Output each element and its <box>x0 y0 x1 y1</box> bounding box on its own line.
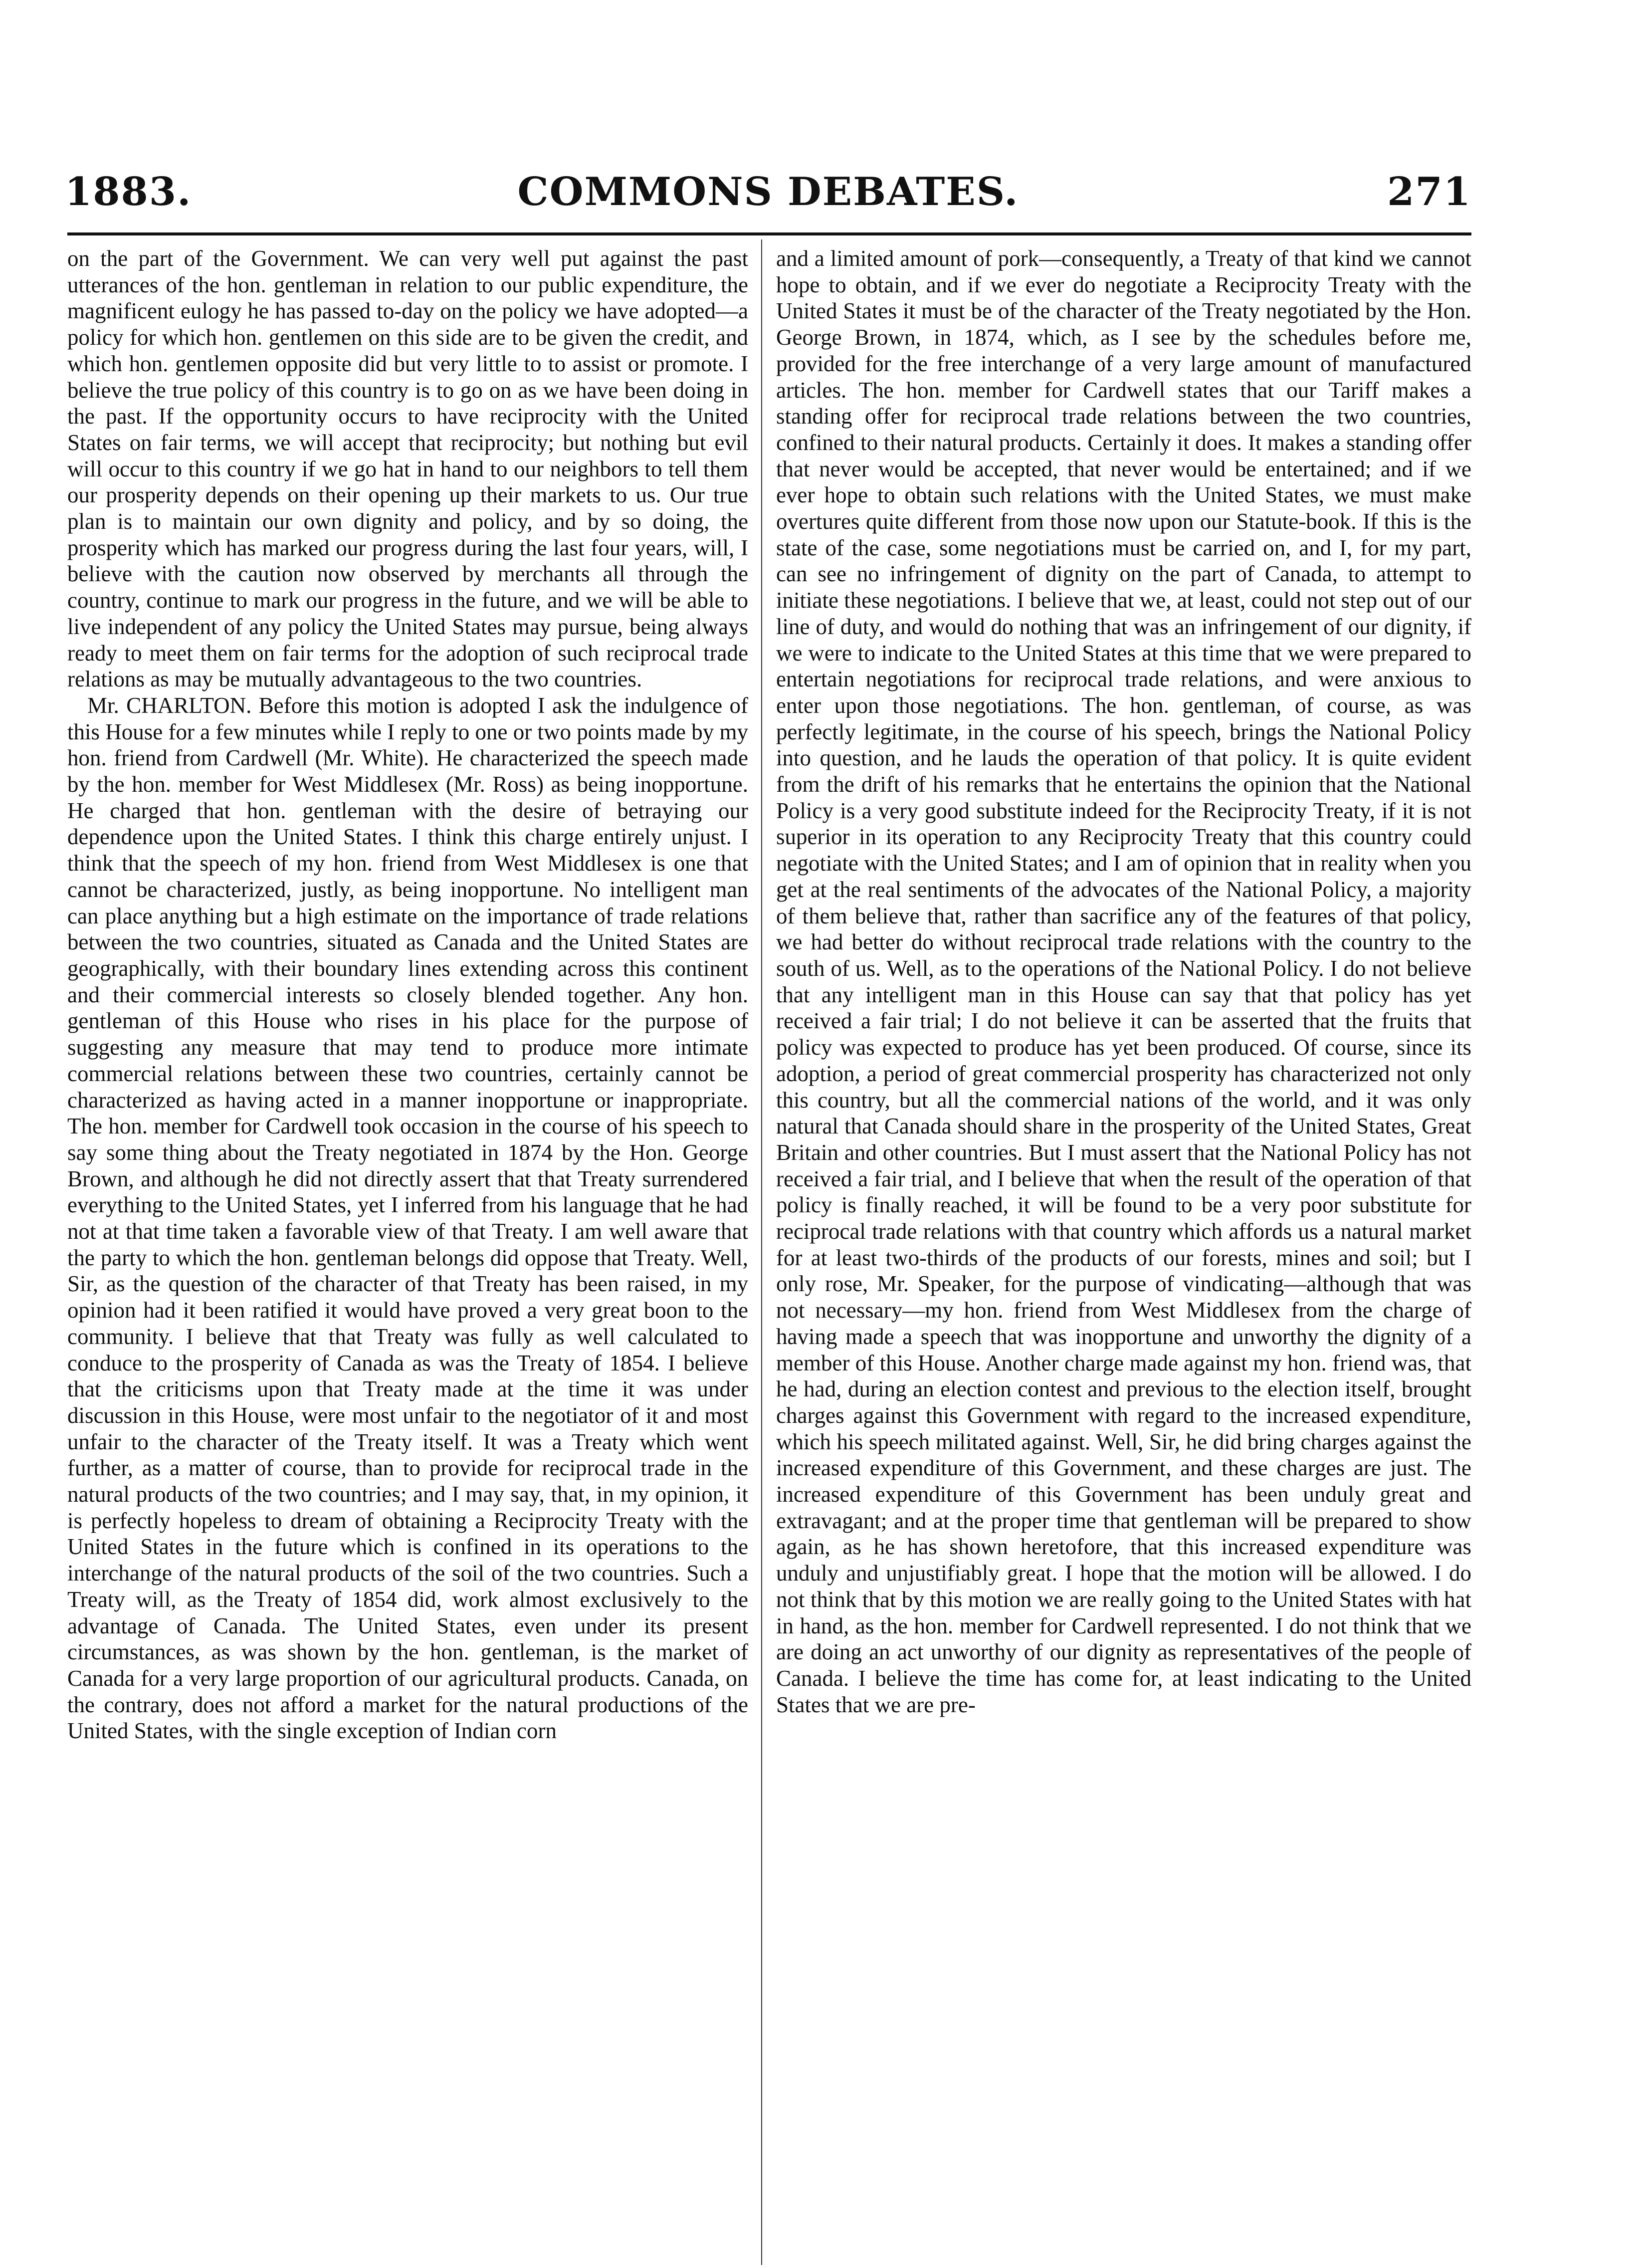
page-header <box>65 150 1471 215</box>
paragraph: on the part of the Government. We can very well put against the past utterances of the hon. gentleman in relation to our public expenditure, the magnificent eulogy he has passed to-day on the policy we have adopted—a policy for which hon. gentlemen on this side are to be given the credit, and which hon. gentlemen opposite did but very little to to assist or promote. I believe the true policy of this country is to go on as we have been doing in the past. If the opportunity occurs to have reciprocity with the United States on fair terms, we will accept that reciprocity; but nothing but evil will occur to this country if we go hat in hand to our neighbors to tell them our prosperity depends on their opening up their markets to us. Our true plan is to maintain our own dignity and policy, and by so doing, the prosperity which has marked our progress during the last four years, will, I believe with the caution now observed by merchants all through the country, continue to mark our progress in the future, and we will be able to live independent of any policy the United States may pursue, being always ready to meet them on fair terms for the adoption of such reciprocal trade relations as may be mutually advantageous to the two countries. <box>67 246 748 692</box>
paragraph: Mr. CHARLTON. Before this motion is adopted I ask the indulgence of this House for a few minutes while I reply to one or two points made by my hon. friend from Cardwell (Mr. White). He characterized the speech made by the hon. member for West Middlesex (Mr. Ross) as being inopportune. He charged that hon. gentleman with the desire of betraying our dependence upon the United States. I think this charge entirely unjust. I think that the speech of my hon. friend from West Middlesex is one that cannot be characterized, justly, as being inopportune. No intelligent man can place anything but a high estimate on the importance of trade relations between the two countries, situated as Canada and the United States are geographically, with their boundary lines extending across this continent and their commercial interests so closely blended together. Any hon. gentleman of this House who rises in his place for the purpose of suggesting any measure that may tend to produce more intimate commercial relations between these two countries, certainly cannot be characterized as having acted in a manner inopportune or inappropriate. The hon. member for Cardwell took occasion in the course of his speech to say some thing about the Treaty negotiated in 1874 by the Hon. George Brown, and although he did not directly assert that that Treaty surrendered everything to the United States, yet I inferred from his language that he had not at that time taken a favorable view of that Treaty. I am well aware that the party to which the hon. gentleman belongs did oppose that Treaty. Well, Sir, as the question of the character of that Treaty has been raised, in my opinion had it been ratified it would have proved a very great boon to the community. I believe that that Treaty was fully as well calculated to conduce to the prosperity of Canada as was the Treaty of 1854. I believe that the criticisms upon that Treaty made at the time it was under discussion in this House, were most unfair to the negotiator of it and most unfair to the character of the Treaty itself. It was a Treaty which went further, as a matter of course, than to provide for reciprocal trade in the natural products of the two countries; and I may say, that, in my opinion, it is perfectly hopeless to dream of obtaining a Reciprocity Treaty with the United States in the future which is confined in its operations to the interchange of the natural products of the soil of the two countries. Such a Treaty will, as the Treaty of 1854 did, work almost exclusively to the advantage of Canada. The United States, even under its present circumstances, as was shown by the hon. gentleman, is the market of Canada for a very large proportion of our agricultural products. Canada, on the contrary, does not afford a market for the natural productions of the United States, with the single exception of Indian corn <box>67 692 748 1744</box>
header-page-number: 271 <box>1387 169 1471 215</box>
header-rule <box>67 232 1471 235</box>
left-column <box>67 245 748 1744</box>
header-title: COMMONS DEBATES. <box>517 169 1019 215</box>
header-year: 1883. <box>65 169 192 215</box>
paragraph: and a limited amount of pork—consequently, a Treaty of that kind we cannot hope to obtain, and if we ever do negotiate a Reciprocity Treaty with the United States it must be of the character of the Treaty negotiated by the Hon. George Brown, in 1874, which, as I see by the schedules before me, provided for the free interchange of a very large amount of manufactured articles. The hon. member for Cardwell states that our Tariff makes a standing offer for reciprocal trade relations between the two countries, confined to their natural products. Certainly it does. It makes a standing offer that never would be accepted, that never would be entertained; and if we ever hope to obtain such relations with the United States, we must make overtures quite different from those now upon our Statute-book. If this is the state of the case, some negotiations must be carried on, and I, for my part, can see no infringement of dignity on the part of Canada, to attempt to initiate these negotiations. I believe that we, at least, could not step out of our line of duty, and would do nothing that was an infringement of our dignity, if we were to indicate to the United States at this time that we were prepared to entertain negotiations for reciprocal trade relations, and were anxious to enter upon those negotiations. The hon. gentleman, of course, as was perfectly legitimate, in the course of his speech, brings the National Policy into question, and he lauds the operation of that policy. It is quite evident from the drift of his remarks that he entertains the opinion that the National Policy is a very good substitute indeed for the Reciprocity Treaty, if it is not superior in its operation to any Reciprocity Treaty that this country could negotiate with the United States; and I am of opinion that in reality when you get at the real sentiments of the advocates of the National Policy, a majority of them believe that, rather than sacrifice any of the features of that policy, we had better do without reciprocal trade relations with the country to the south of us. Well, as to the operations of the National Policy. I do not believe that any intelligent man in this House can say that that policy has yet received a fair trial; I do not believe it can be asserted that the fruits that policy was expected to produce has yet been produced. Of course, since its adoption, a period of great commercial prosperity has characterized not only this country, but all the commercial nations of the world, and it was only natural that Canada should share in the prosperity of the United States, Great Britain and other countries. But I must assert that the National Policy has not received a fair trial, and I believe that when the result of the operation of that policy is finally reached, it will be found to be a very poor substitute for reciprocal trade relations with that country which affords us a natural market for at least two-thirds of the products of our forests, mines and soil; but I only rose, Mr. Speaker, for the purpose of vindicating—although that was not necessary—my hon. friend from West Middlesex from the charge of having made a speech that was inopportune and unworthy the dignity of a member of this House. Another charge made against my hon. friend was, that he had, during an election contest and previous to the election itself, brought charges against this Government with regard to the increased expenditure, which his speech militated against. Well, Sir, he did bring charges against the increased expenditure of this Government, and these charges are just. The increased expenditure of this Government has been unduly great and extravagant; and at the proper time that gentleman will be prepared to show again, as he has shown heretofore, that this increased expenditure was unduly and unjustifiably great. I hope that the motion will be allowed. I do not think that by this motion we are really going to the United States with hat in hand, as the hon. member for Cardwell represented. I do not think that we are doing an act unworthy of our dignity as representatives of the people of Canada. I believe the time has come for, at least indicating to the United States that we are pre- <box>776 246 1471 1717</box>
column-divider <box>761 239 762 2265</box>
right-column <box>776 245 1471 1718</box>
